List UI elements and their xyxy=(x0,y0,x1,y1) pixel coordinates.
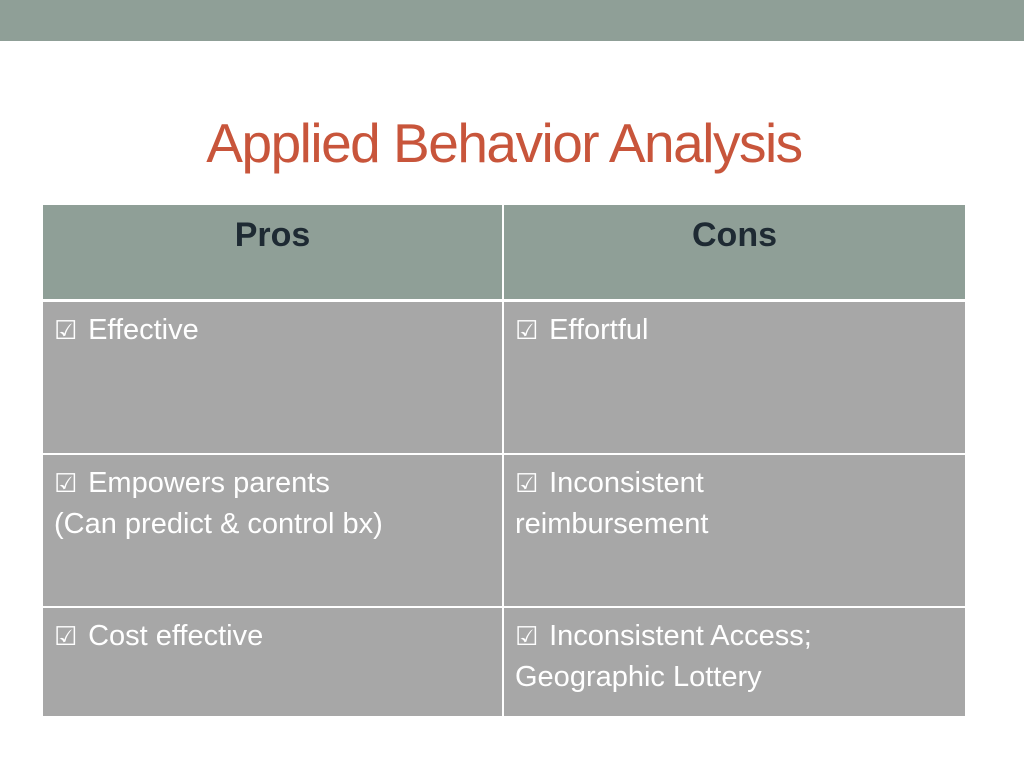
cell-line: (Can predict & control bx) xyxy=(54,508,383,540)
top-accent-bar xyxy=(0,0,1024,41)
con-cell xyxy=(503,607,965,716)
cell-line: Empowers parents xyxy=(88,467,330,499)
pro-cell xyxy=(43,607,503,716)
cell-line: Effective xyxy=(88,314,199,346)
table-row xyxy=(43,301,965,455)
checkbox-checked-icon: ☑ xyxy=(515,469,539,499)
checkbox-checked-icon: ☑ xyxy=(515,316,539,346)
con-cell xyxy=(503,454,965,607)
cell-line: Effortful xyxy=(549,314,649,346)
header-pros: Pros xyxy=(43,205,503,301)
pro-cell xyxy=(43,454,503,607)
table-header-row xyxy=(43,205,965,301)
header-cons: Cons xyxy=(503,205,965,301)
checkbox-checked-icon: ☑ xyxy=(54,622,78,652)
table-row xyxy=(43,454,965,607)
checkbox-checked-icon: ☑ xyxy=(515,622,539,652)
cell-line: Cost effective xyxy=(88,620,264,652)
slide-title: Applied Behavior Analysis xyxy=(206,112,802,174)
cell-line: reimbursement xyxy=(515,508,709,540)
table-row xyxy=(43,607,965,716)
checkbox-checked-icon: ☑ xyxy=(54,469,78,499)
con-cell xyxy=(503,301,965,455)
pro-cell xyxy=(43,301,503,455)
cell-line: Inconsistent xyxy=(549,467,704,499)
checkbox-checked-icon: ☑ xyxy=(54,316,78,346)
pros-cons-table xyxy=(43,205,965,716)
cell-line: Inconsistent Access; xyxy=(549,620,812,652)
cell-line: Geographic Lottery xyxy=(515,661,762,693)
